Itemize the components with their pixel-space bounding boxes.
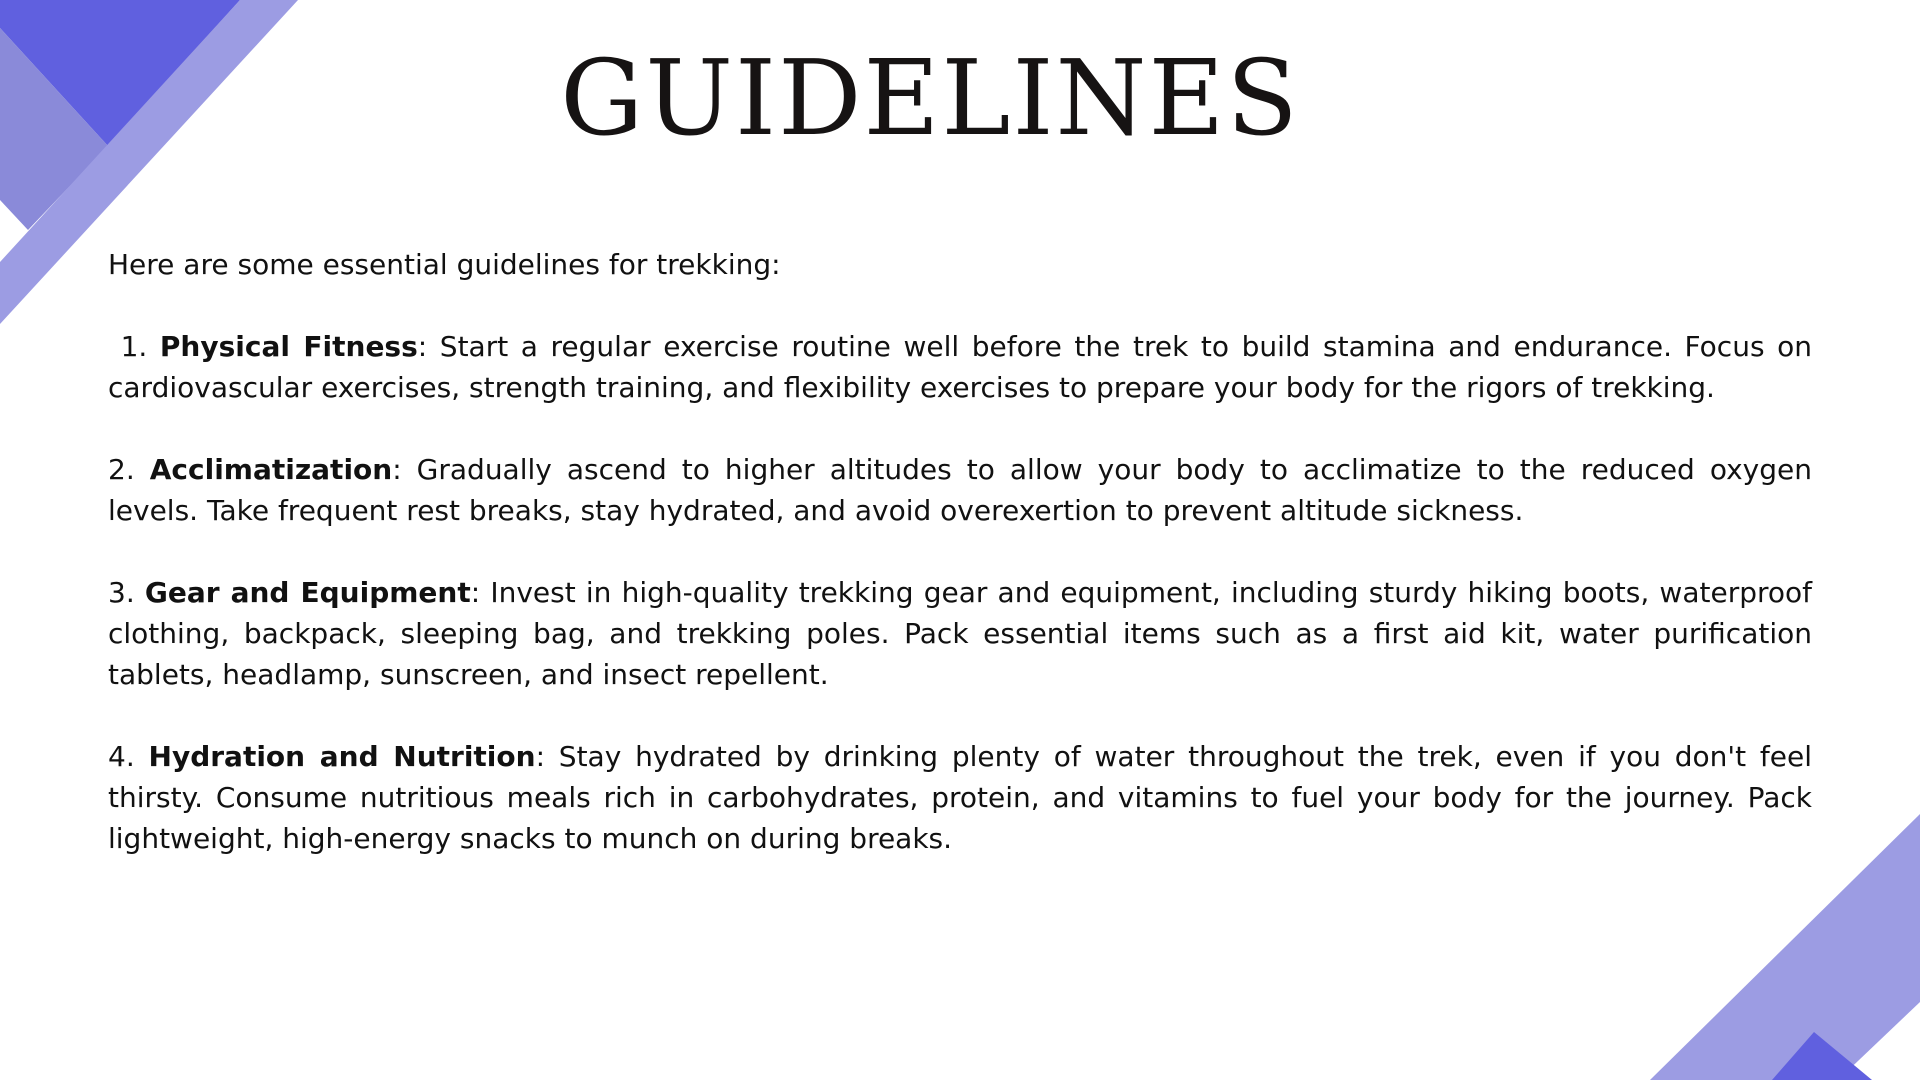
item-heading: Hydration and Nutrition: [148, 740, 536, 773]
guidelines-content: [108, 244, 1812, 900]
item-number: 4.: [108, 740, 135, 773]
item-text: : Invest in high-quality trekking gear and equipment, including sturdy hiking boots, waterproof clothing, backpack, sleeping bag, and trekking poles. Pack essential items such as a first aid kit, water purification tablets, headlamp, sunscreen, and insect repellent.: [108, 576, 1813, 691]
guideline-item-hydration-and-nutrition: [108, 736, 1812, 859]
item-number: 2.: [108, 453, 135, 486]
item-number: 3.: [108, 576, 135, 609]
guideline-item-gear-and-equipment: [108, 572, 1812, 695]
guideline-item-physical-fitness: [108, 326, 1812, 408]
item-text: : Stay hydrated by drinking plenty of water throughout the trek, even if you don't feel thirsty. Consume nutritious meals rich in carbohydrates, protein, and vitamins to fuel your body for the journey. Pack lightweight, high-energy snacks to munch on during breaks.: [108, 740, 1812, 855]
item-heading: Acclimatization: [149, 453, 393, 486]
page-title: GUIDELINES: [560, 37, 1300, 159]
item-heading: Gear and Equipment: [144, 576, 471, 609]
item-heading: Physical Fitness: [159, 330, 418, 363]
intro-text: Here are some essential guidelines for trekking:: [108, 248, 781, 281]
item-text: : Start a regular exercise routine well before the trek to build stamina and endurance. Focus on cardiovascular exercises, strength training, and flexibility exercises to prepare your body for the rigors of trekking.: [108, 330, 1812, 404]
guideline-item-acclimatization: [108, 449, 1812, 531]
item-number: 1.: [120, 330, 148, 363]
item-text: : Gradually ascend to higher altitudes to allow your body to acclimatize to the reduced oxygen levels. Take frequent rest breaks, stay hydrated, and avoid overexertion to prevent altitude sickness.: [108, 453, 1812, 527]
